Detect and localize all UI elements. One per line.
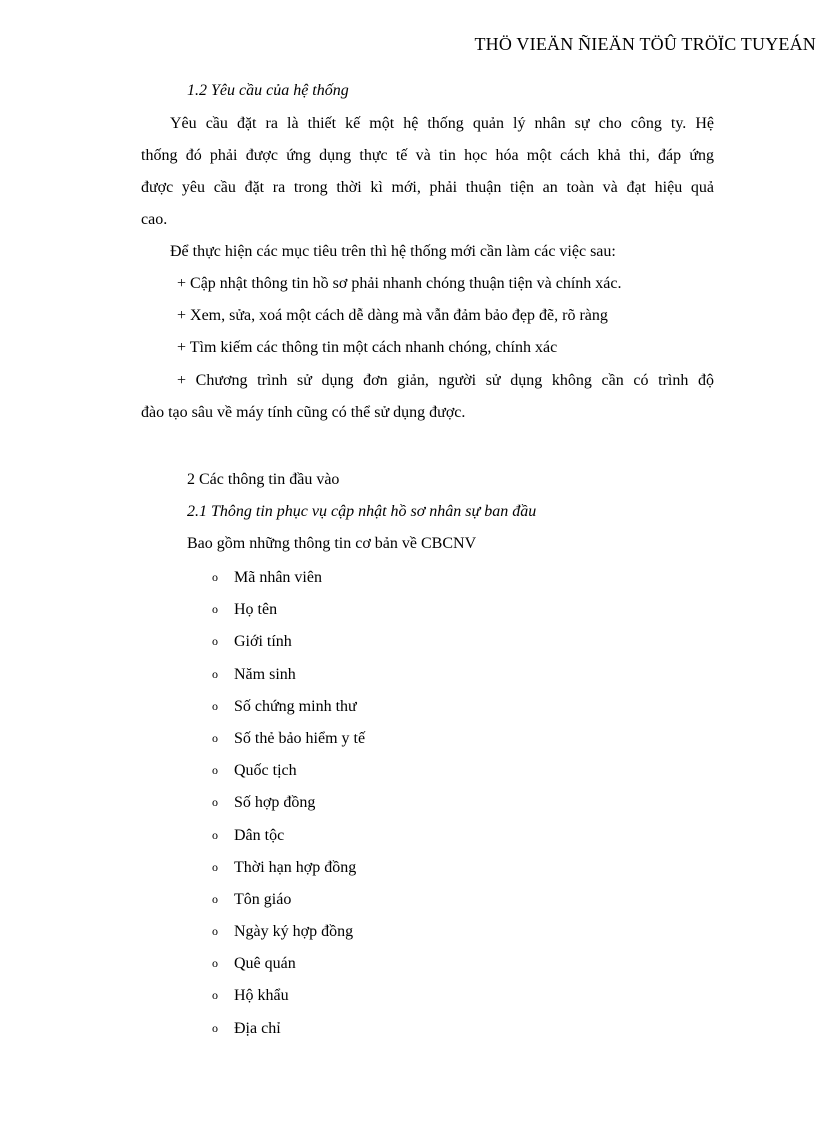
bullet-marker-icon: o	[212, 666, 218, 681]
field-label: Số thẻ bảo hiểm y tế	[234, 729, 366, 747]
field-list-item	[212, 598, 365, 630]
paragraph-line: thống đó phải được ứng dụng thực tế và tin học hóa một cách khả thi, đáp ứng	[141, 147, 714, 164]
paragraph-line: Yêu cầu đặt ra là thiết kế một hệ thống quản lý nhân sự cho công ty. Hệ	[170, 115, 714, 132]
field-label: Dân tộc	[234, 826, 285, 844]
field-list-item	[212, 759, 365, 791]
paragraph-line: cao.	[141, 211, 168, 228]
bullet-marker-icon: o	[212, 763, 218, 778]
field-label: Mã nhân viên	[234, 569, 322, 586]
bullet-marker-icon: o	[212, 924, 218, 939]
field-list-item	[212, 566, 365, 598]
field-label: Năm sinh	[234, 665, 296, 683]
field-list-item	[212, 1017, 365, 1049]
info-fields-list	[212, 566, 365, 1049]
bullet-marker-icon: o	[212, 602, 218, 617]
bullet-marker-icon: o	[212, 570, 218, 584]
field-label: Họ tên	[234, 601, 278, 619]
field-label: Số hợp đồng	[234, 794, 316, 812]
section-1-2-heading: 1.2 Yêu cầu của hệ thống	[187, 82, 349, 99]
bullet-marker-icon: o	[212, 634, 218, 649]
field-label: Địa chỉ	[234, 1019, 281, 1037]
bullet-marker-icon: o	[212, 956, 218, 971]
field-list-item	[212, 663, 365, 695]
field-label: Tôn giáo	[234, 890, 292, 908]
field-list-item	[212, 888, 365, 920]
requirement-item: + Tìm kiếm các thông tin một cách nhanh chóng, chính xác	[177, 339, 558, 356]
field-label: Hộ khẩu	[234, 987, 289, 1005]
section-2-heading: 2 Các thông tin đầu vào	[187, 471, 340, 488]
field-list-item	[212, 856, 365, 888]
field-list-item	[212, 727, 365, 759]
field-list-item	[212, 791, 365, 823]
requirement-item: + Chương trình sử dụng đơn giản, người sử dụng không cần có trình độ	[177, 372, 714, 389]
field-label: Số chứng minh thư	[234, 697, 357, 715]
fields-intro: Bao gồm những thông tin cơ bản về CBCNV	[187, 535, 477, 552]
bullet-marker-icon: o	[212, 827, 218, 842]
bullet-marker-icon: o	[212, 859, 218, 874]
field-list-item	[212, 984, 365, 1016]
bullet-marker-icon: o	[212, 795, 218, 810]
field-list-item	[212, 630, 365, 662]
paragraph-line: được yêu cầu đặt ra trong thời kì mới, phải thuận tiện an toàn và đạt hiệu quả	[141, 179, 714, 196]
paragraph-line: Để thực hiện các mục tiêu trên thì hệ thống mới cần làm các việc sau:	[170, 243, 616, 260]
field-label: Ngày ký hợp đồng	[234, 923, 354, 941]
requirement-item: + Xem, sửa, xoá một cách dễ dàng mà vẫn đảm bảo đẹp đẽ, rõ ràng	[177, 307, 608, 324]
section-2-1-heading: 2.1 Thông tin phục vụ cập nhật hồ sơ nhân sự ban đầu	[187, 503, 537, 520]
field-label: Quốc tịch	[234, 762, 297, 780]
requirement-item-continuation: đào tạo sâu về máy tính cũng có thể sử dụng được.	[141, 404, 466, 421]
requirement-item: + Cập nhật thông tin hồ sơ phải nhanh chóng thuận tiện và chính xác.	[177, 275, 622, 292]
field-list-item	[212, 952, 365, 984]
field-label: Thời hạn hợp đồng	[234, 858, 357, 876]
field-label: Giới tính	[234, 633, 292, 651]
field-list-item	[212, 824, 365, 856]
bullet-marker-icon: o	[212, 891, 218, 906]
field-list-item	[212, 920, 365, 952]
page-header-title: THÖ VIEÄN ÑIEÄN TÖÛ TRÖÏC TUYEÁN	[474, 34, 816, 54]
field-label: Quê quán	[234, 955, 296, 973]
bullet-marker-icon: o	[212, 698, 218, 713]
bullet-marker-icon: o	[212, 1020, 218, 1035]
bullet-marker-icon: o	[212, 988, 218, 1003]
bullet-marker-icon: o	[212, 730, 218, 745]
field-list-item	[212, 695, 365, 727]
